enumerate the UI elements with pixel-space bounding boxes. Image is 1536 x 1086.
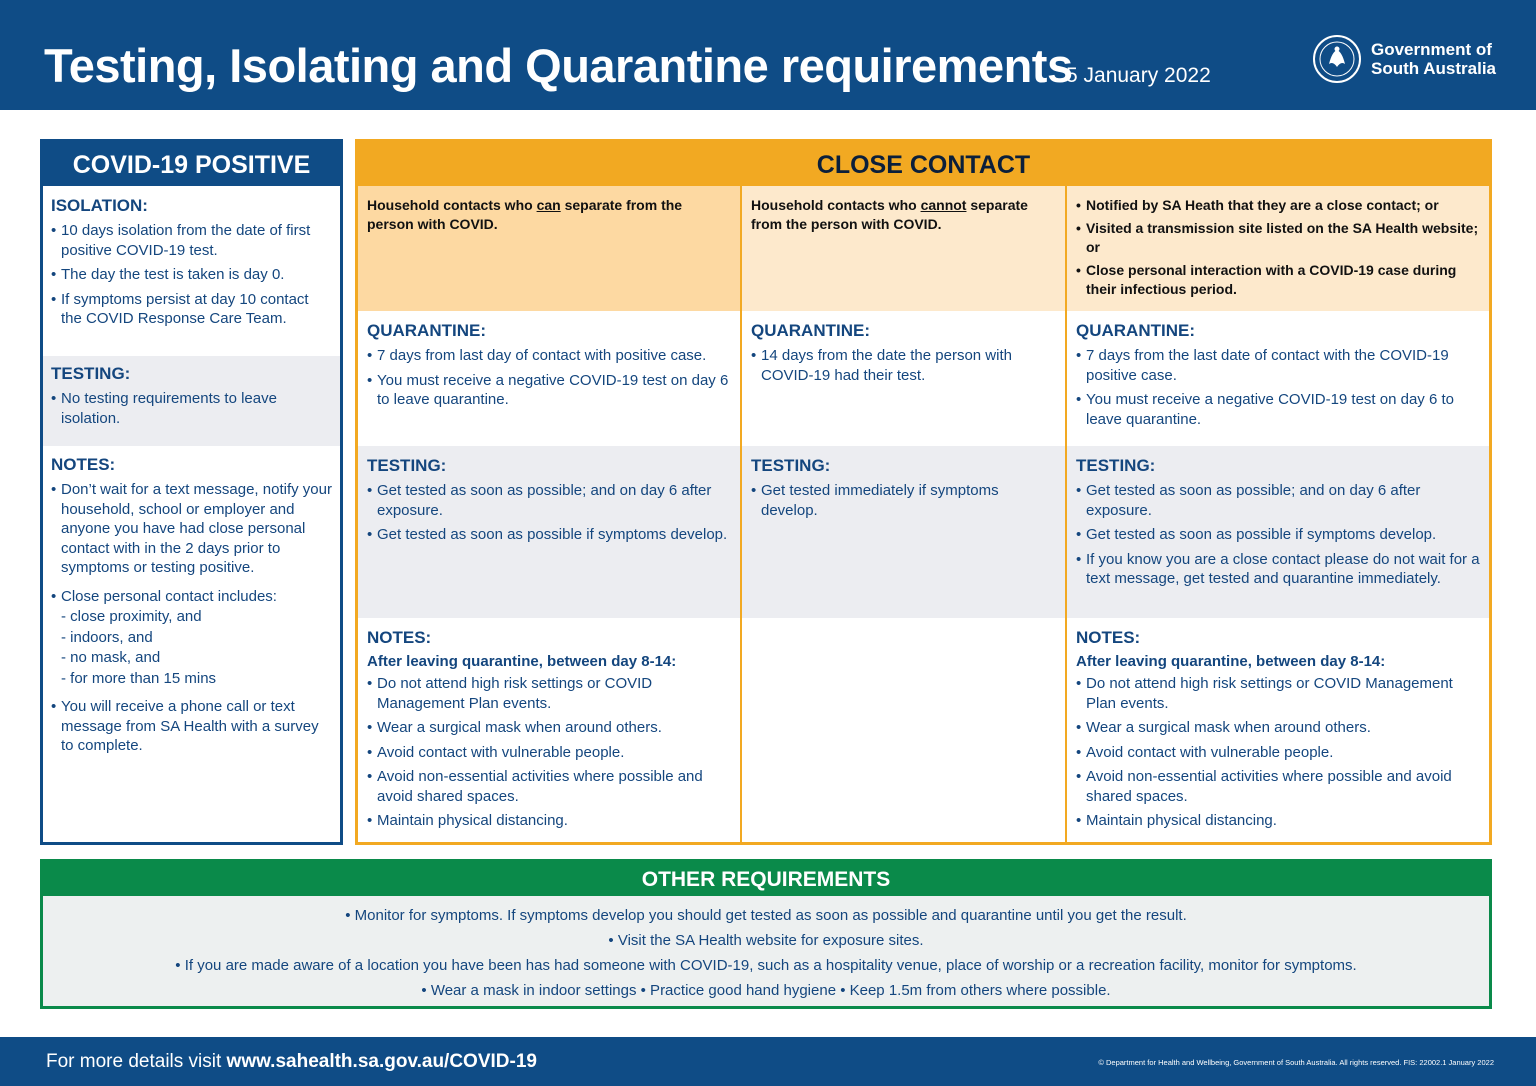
list-item: • The day the test is taken is day 0.	[51, 265, 332, 285]
more-details	[46, 1051, 537, 1073]
who-text: Household contacts who	[367, 197, 537, 213]
notes-section	[358, 618, 740, 842]
list-item: • Avoid non-essential activities where possible and avoid shared spaces.	[1076, 767, 1481, 806]
covid-positive-panel	[40, 139, 343, 845]
list-item: • 7 days from the last date of contact with the COVID-19 positive case.	[1076, 346, 1481, 385]
list-item: • Get tested as soon as possible; and on day 6 after exposure.	[1076, 481, 1481, 520]
requirement-line: • Monitor for symptoms. If symptoms develop you should get tested as soon as possible and quarantine until you get the result.	[345, 907, 1187, 924]
who-text: Household contacts who	[751, 197, 921, 213]
list-item: • Don’t wait for a text message, notify your household, school or employer and anyone you have had close personal contact with in the 2 days prior to symptoms or testing positive.	[51, 480, 332, 578]
testing-heading: TESTING:	[367, 456, 447, 475]
who-description	[358, 186, 740, 311]
who-description	[742, 186, 1065, 311]
list-item: • No testing requirements to leave isolation.	[51, 389, 332, 428]
list-item: • You must receive a negative COVID-19 test on day 6 to leave quarantine.	[367, 371, 732, 410]
notes-section	[1067, 618, 1489, 842]
list-item: • Wear a surgical mask when around others.	[367, 718, 732, 738]
list-item: • Avoid contact with vulnerable people.	[1076, 743, 1481, 763]
who-emphasis: cannot	[920, 197, 967, 213]
who-description	[1067, 186, 1489, 311]
testing-heading: TESTING:	[751, 456, 831, 475]
gov-line-1: Government of	[1371, 40, 1492, 59]
list-item: • Avoid contact with vulnerable people.	[367, 743, 732, 763]
close-contact-column-cannot-separate	[742, 186, 1067, 842]
notes-subheading: After leaving quarantine, between day 8-14:	[1076, 653, 1386, 670]
list-item: • Avoid non-essential activities where possible and avoid shared spaces.	[367, 767, 732, 806]
other-requirements-panel	[40, 859, 1492, 1009]
gov-line-2: South Australia	[1371, 59, 1496, 78]
requirement-line: • If you are made aware of a location you have been has had someone with COVID-19, such as a hospitality venue, place of worship or a recreation facility, monitor for symptoms.	[175, 957, 1357, 974]
quarantine-section	[1067, 311, 1489, 446]
list-item: • Close personal contact includes:	[51, 587, 332, 607]
who-text: separate from the person with COVID.	[367, 197, 683, 232]
publish-date: 5 January 2022	[1066, 64, 1211, 87]
list-item: • Get tested as soon as possible if symptoms develop.	[367, 525, 732, 545]
list-item: • Get tested as soon as possible; and on day 6 after exposure.	[367, 481, 732, 520]
list-item: • You will receive a phone call or text message from SA Health with a survey to complete.	[51, 697, 332, 756]
more-details-text: For more details visit	[46, 1051, 227, 1072]
page-footer	[0, 1037, 1536, 1086]
list-item: • Notified by SA Heath that they are a close contact; or	[1076, 196, 1481, 215]
list-item: • 14 days from the date the person with COVID-19 had their test.	[751, 346, 1057, 385]
list-item: • Get tested as soon as possible if symptoms develop.	[1076, 525, 1481, 545]
list-item: • Do not attend high risk settings or COVID Management Plan events.	[1076, 674, 1481, 713]
list-subitem: - for more than 15 mins	[61, 669, 217, 687]
list-item: • Maintain physical distancing.	[367, 811, 732, 831]
quarantine-section	[358, 311, 740, 446]
testing-heading: TESTING:	[1076, 456, 1156, 475]
isolation-heading: ISOLATION:	[51, 196, 148, 215]
list-item: • 7 days from last day of contact with positive case.	[367, 346, 732, 366]
requirement-line: • Visit the SA Health website for exposure sites.	[608, 932, 924, 949]
list-item: • Get tested immediately if symptoms develop.	[751, 481, 1057, 520]
other-requirements-heading: OTHER REQUIREMENTS	[43, 862, 1489, 896]
positive-isolation-section	[43, 186, 340, 356]
testing-section	[742, 446, 1065, 618]
quarantine-section	[742, 311, 1065, 446]
quarantine-heading: QUARANTINE:	[367, 321, 486, 340]
list-item: • Wear a surgical mask when around others.	[1076, 718, 1481, 738]
positive-testing-section	[43, 356, 340, 446]
requirement-line: • Wear a mask in indoor settings • Practice good hand hygiene • Keep 1.5m from others where possible.	[421, 982, 1111, 999]
sa-piping-shrike-logo-icon	[1312, 34, 1362, 84]
list-item: • Visited a transmission site listed on the SA Health website; or	[1076, 219, 1481, 257]
close-contact-panel	[355, 139, 1492, 845]
list-item: • Do not attend high risk settings or COVID Management Plan events.	[367, 674, 732, 713]
testing-section	[1067, 446, 1489, 618]
who-emphasis: can	[536, 197, 561, 213]
page-title: Testing, Isolating and Quarantine requirements	[44, 39, 1073, 92]
list-item: • If symptoms persist at day 10 contact the COVID Response Care Team.	[51, 290, 332, 329]
notes-heading: NOTES:	[367, 628, 432, 647]
who-text: separate from the person with COVID.	[751, 197, 1028, 232]
list-item: • Maintain physical distancing.	[1076, 811, 1481, 831]
notes-heading: NOTES:	[1076, 628, 1141, 647]
page-header	[0, 0, 1536, 110]
list-subitem: - indoors, and	[61, 628, 153, 646]
list-item: • If you know you are a close contact please do not wait for a text message, get tested and quarantine immediately.	[1076, 550, 1481, 589]
positive-notes-section	[43, 446, 340, 756]
notes-heading: NOTES:	[51, 455, 116, 474]
list-item: • 10 days isolation from the date of first positive COVID-19 test.	[51, 221, 332, 260]
testing-section	[358, 446, 740, 618]
quarantine-heading: QUARANTINE:	[1076, 321, 1195, 340]
list-subitem: - close proximity, and	[61, 608, 202, 625]
quarantine-heading: QUARANTINE:	[751, 321, 870, 340]
close-contact-column-notified	[1067, 186, 1489, 842]
government-wordmark	[1371, 40, 1496, 78]
notes-subheading: After leaving quarantine, between day 8-14:	[367, 653, 677, 670]
testing-heading: TESTING:	[51, 364, 131, 383]
list-subitem: - no mask, and	[61, 649, 161, 666]
list-item: • Close personal interaction with a COVID-19 case during their infectious period.	[1076, 261, 1481, 299]
covid-positive-heading: COVID-19 POSITIVE	[43, 142, 340, 186]
list-item: • You must receive a negative COVID-19 test on day 6 to leave quarantine.	[1076, 390, 1481, 429]
close-contact-column-can-separate	[358, 186, 742, 842]
sa-health-url-link[interactable]: www.sahealth.sa.gov.au/COVID-19	[226, 1051, 537, 1072]
copyright-notice: © Department for Health and Wellbeing, Government of South Australia. All rights reserved. FIS: 22002.1 January 2022	[1098, 1058, 1494, 1067]
close-contact-heading: CLOSE CONTACT	[358, 142, 1489, 186]
